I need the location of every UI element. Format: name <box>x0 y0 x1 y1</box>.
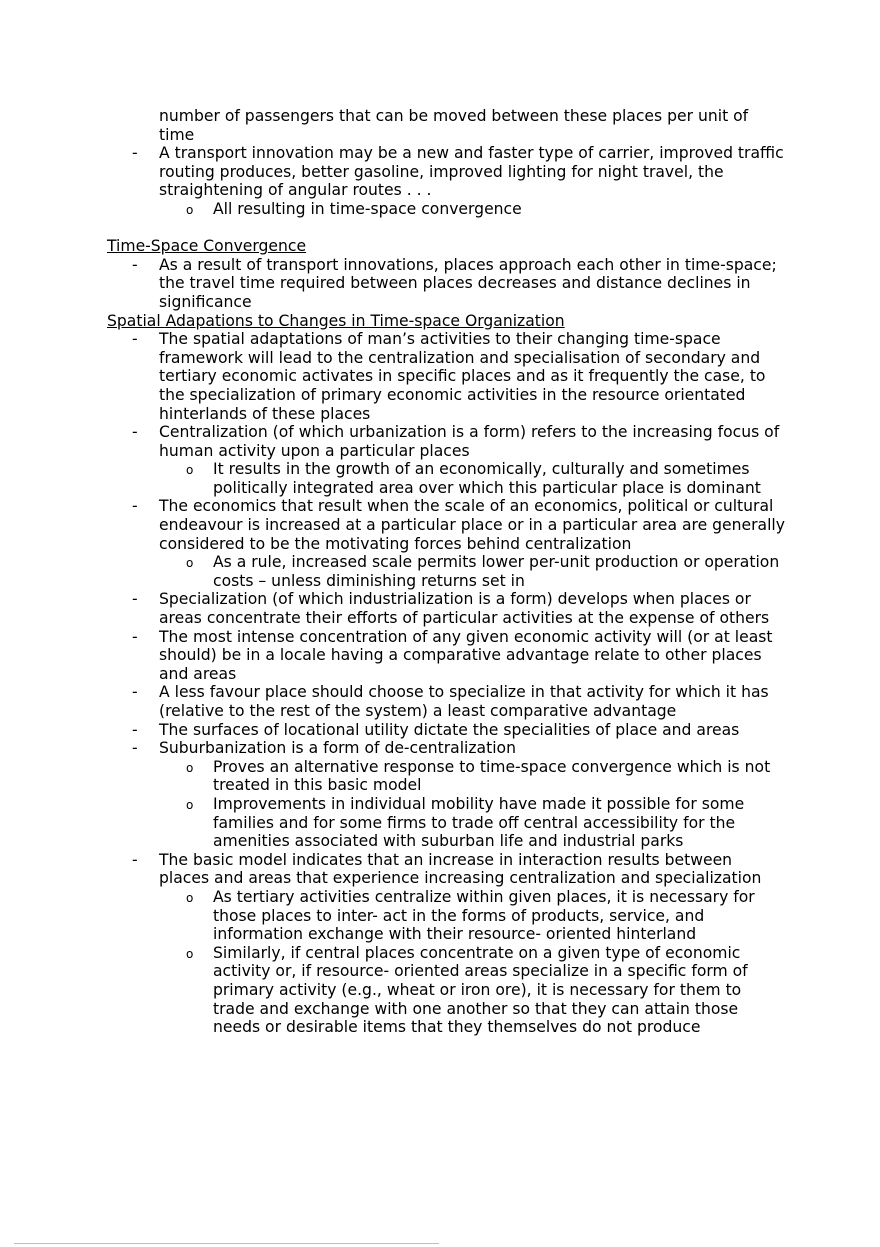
bullet-text: As a result of transport innovations, places approach each other in time-space; the travel time required between places decreases and distance declines in significance <box>159 255 777 311</box>
bullet-text: Specialization (of which industrialization is a form) develops when places or areas concentrate their efforts of particular activities at the expense of others <box>159 590 770 628</box>
bullet-text: Suburbanization is a form of de-centralization <box>159 739 516 758</box>
sub-bullet-increased-scale <box>107 553 787 590</box>
bullet-text: Centralization (of which urbanization is a form) refers to the increasing focus of human activity upon a particular places <box>159 423 780 460</box>
sub-bullet-alternative-response <box>107 758 787 795</box>
sub-bullet-text: As a rule, increased scale permits lower per-unit production or operation costs – unless diminishing returns set in <box>213 553 780 590</box>
circle-marker: o <box>186 463 194 478</box>
bullet-locational-utility <box>107 721 787 740</box>
bullet-text: The basic model indicates that an increase in interaction results between places and areas that experience increasing centralization and specialization <box>159 850 762 888</box>
dash-marker: - <box>132 590 138 609</box>
bullet-economics-scale <box>107 497 787 553</box>
circle-marker: o <box>186 760 194 775</box>
dash-marker: - <box>132 144 138 163</box>
bullet-suburbanization <box>107 739 787 758</box>
sub-bullet-mobility <box>107 795 787 851</box>
dash-marker: - <box>132 627 138 646</box>
sub-bullet-time-space <box>107 200 787 219</box>
sub-bullet-text: Proves an alternative response to time-space convergence which is not treated in this basic model <box>213 757 771 795</box>
dash-marker: - <box>132 850 138 869</box>
bullet-transport-innovation <box>107 144 787 200</box>
circle-marker: o <box>186 890 194 905</box>
sub-bullet-tertiary-activities <box>107 888 787 944</box>
dash-marker: - <box>132 739 138 758</box>
continuation-text: number of passengers that can be moved between these places per unit of time <box>159 107 749 144</box>
bullet-specialization <box>107 590 787 627</box>
bullet-text: The surfaces of locational utility dictate the specialities of place and areas <box>159 720 740 739</box>
bullet-centralization <box>107 423 787 460</box>
bullet-transport-result <box>107 256 787 312</box>
dash-marker: - <box>132 683 138 702</box>
dash-marker: - <box>132 423 138 442</box>
dash-marker: - <box>132 720 138 739</box>
sub-bullet-text: All resulting in time-space convergence <box>213 199 522 218</box>
sub-bullet-text: Similarly, if central places concentrate on a given type of economic activity or, if resource- oriented areas specialize in a specific form of primary activity (e.g., wheat or iron ore), it is necessary for them to trade and exchange with one another so that they can attain those needs or desirable items that they themselves do not produce <box>213 943 748 1037</box>
circle-marker: o <box>186 946 194 961</box>
dash-marker: - <box>132 497 138 516</box>
footnote-separator <box>14 1243 439 1244</box>
circle-marker: o <box>186 556 194 571</box>
sub-bullet-text: Improvements in individual mobility have made it possible for some families and for some firms to trade off central accessibility for the amenities associated with suburban life and industrial parks <box>213 794 745 851</box>
bullet-text: The most intense concentration of any given economic activity will (or at least should) be in a locale having a comparative advantage relate to other places and areas <box>159 627 773 683</box>
dash-marker: - <box>132 330 138 349</box>
paragraph-spacer <box>107 219 787 238</box>
sub-bullet-central-places <box>107 944 787 1037</box>
circle-marker: o <box>186 797 194 812</box>
bullet-basic-model <box>107 851 787 888</box>
heading-time-space-convergence: Time-Space Convergence <box>107 237 307 256</box>
bullet-text: A transport innovation may be a new and faster type of carrier, improved traffic routing produces, better gasoline, improved lighting for night travel, the straightening of angular routes . . . <box>159 144 784 200</box>
sub-bullet-text: It results in the growth of an economically, culturally and sometimes politically integrated area over which this particular place is dominant <box>213 460 761 497</box>
bullet-intense-concentration <box>107 628 787 684</box>
sub-bullet-integrated-area <box>107 460 787 497</box>
heading-spatial-adaptations: Spatial Adapations to Changes in Time-space Organization <box>107 311 565 330</box>
bullet-spatial-adaptations <box>107 330 787 423</box>
bullet-less-favour-place <box>107 683 787 720</box>
bullet-text: The spatial adaptations of man’s activities to their changing time-space framework will lead to the centralization and specialisation of secondary and tertiary economic activates in specific places and as it frequently the case, to the specialization of primary economic activities in the resource orientated hinterlands of these places <box>159 330 766 423</box>
bullet-text: A less favour place should choose to specialize in that activity for which it has (relative to the rest of the system) a least comparative advantage <box>159 683 769 720</box>
circle-marker: o <box>186 202 194 217</box>
bullet-text: The economics that result when the scale of an economics, political or cultural endeavour is increased at a particular place or in a particular area are generally considered to be the motivating forces behind centralization <box>159 497 785 553</box>
sub-bullet-text: As tertiary activities centralize within given places, it is necessary for those places to inter- act in the forms of products, service, and information exchange with their resource- oriented hinterland <box>213 887 755 944</box>
dash-marker: - <box>132 255 138 274</box>
page-content <box>107 107 787 1037</box>
